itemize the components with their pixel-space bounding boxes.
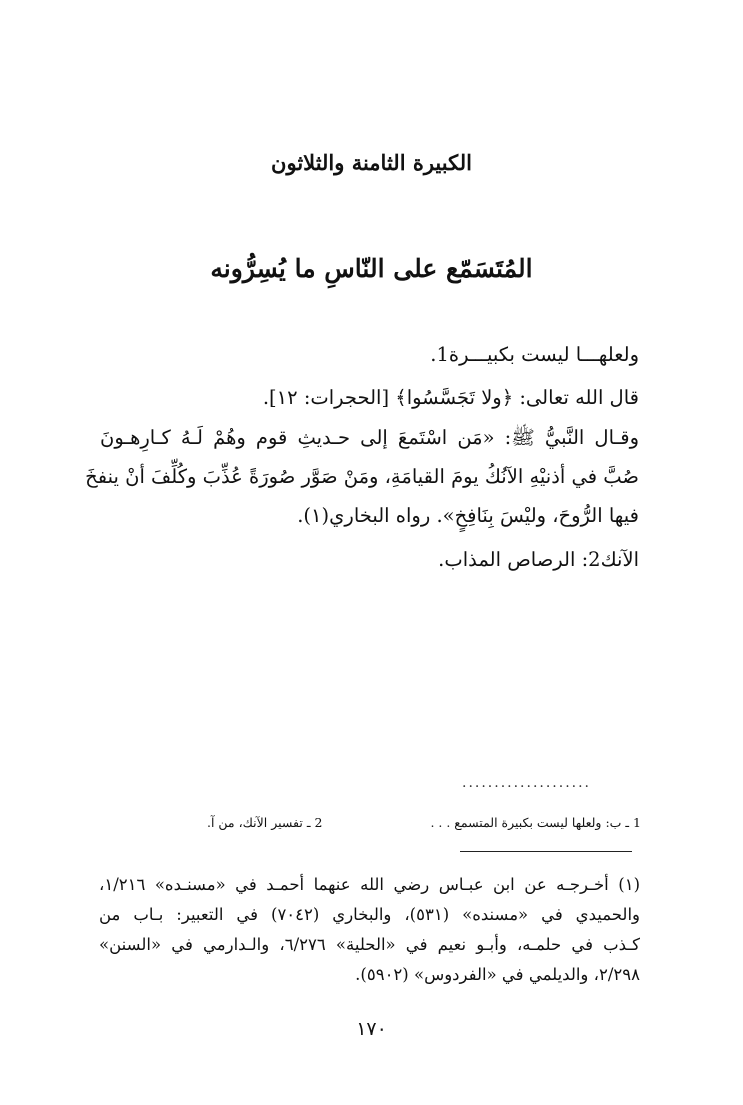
footnote-line-4: ٢/٢٩٨، والديلمي في «الفردوس» (٥٩٠٢). — [355, 965, 640, 984]
chapter-heading: الكبيرة الثامنة والثلاثون — [271, 150, 472, 175]
footnote-rule — [460, 851, 632, 852]
margin-note-1: 1 ـ ب: ولعلها ليست بكبيرة المتسمع . . . — [430, 815, 641, 830]
chapter-title: المُتَسَمّع على النّاسِ ما يُسِرُّونه — [210, 254, 533, 283]
body-line-6: الآنك2: الرصاص المذاب. — [438, 548, 639, 571]
footnote-line-3: كـذب في حلمـه، وأبـو نعيم في «الحلية» ٦/٢٧٦، والـدارمي في «السنن» — [99, 935, 640, 954]
body-line-1: ولعلهـــا ليست بكبيـــرة1. — [430, 343, 639, 366]
dotted-separator: .................... — [462, 775, 592, 791]
footnote-line-1: (١) أخـرجـه عن ابن عبـاس رضي الله عنهما أحمـد في «مسنـده» ١/٢١٦، — [99, 875, 640, 894]
page-number: ١٧٠ — [356, 1018, 387, 1040]
body-line-4: صُبَّ في أذنيْهِ الآنُكُ يومَ القيامَةِ، ومَنْ صَوَّر صُورَةً عُذِّبَ وكُلِّفَ أنْ ينفخَ — [85, 465, 639, 488]
body-line-2: قال الله تعالى: ﴿ولا تَجَسَّسُوا﴾ [الحجرات: ١٢]. — [262, 386, 639, 409]
body-line-3: وقـال النَّبيُّ ﷺ: «مَن اسْتَمعَ إلى حـديثِ قوم وهُمْ لَـهُ كـارِهـونَ — [100, 426, 639, 449]
margin-note-2: 2 ـ تفسير الآنك، من آ. — [207, 815, 323, 830]
body-line-5: فيها الرُّوحَ، وليْسَ بِنَافِخٍ». رواه البخاري(١). — [297, 504, 639, 527]
footnote-line-2: والحميدي في «مسنده» (٥٣١)، والبخاري (٧٠٤٢) في التعبير: بـاب من — [99, 905, 641, 924]
